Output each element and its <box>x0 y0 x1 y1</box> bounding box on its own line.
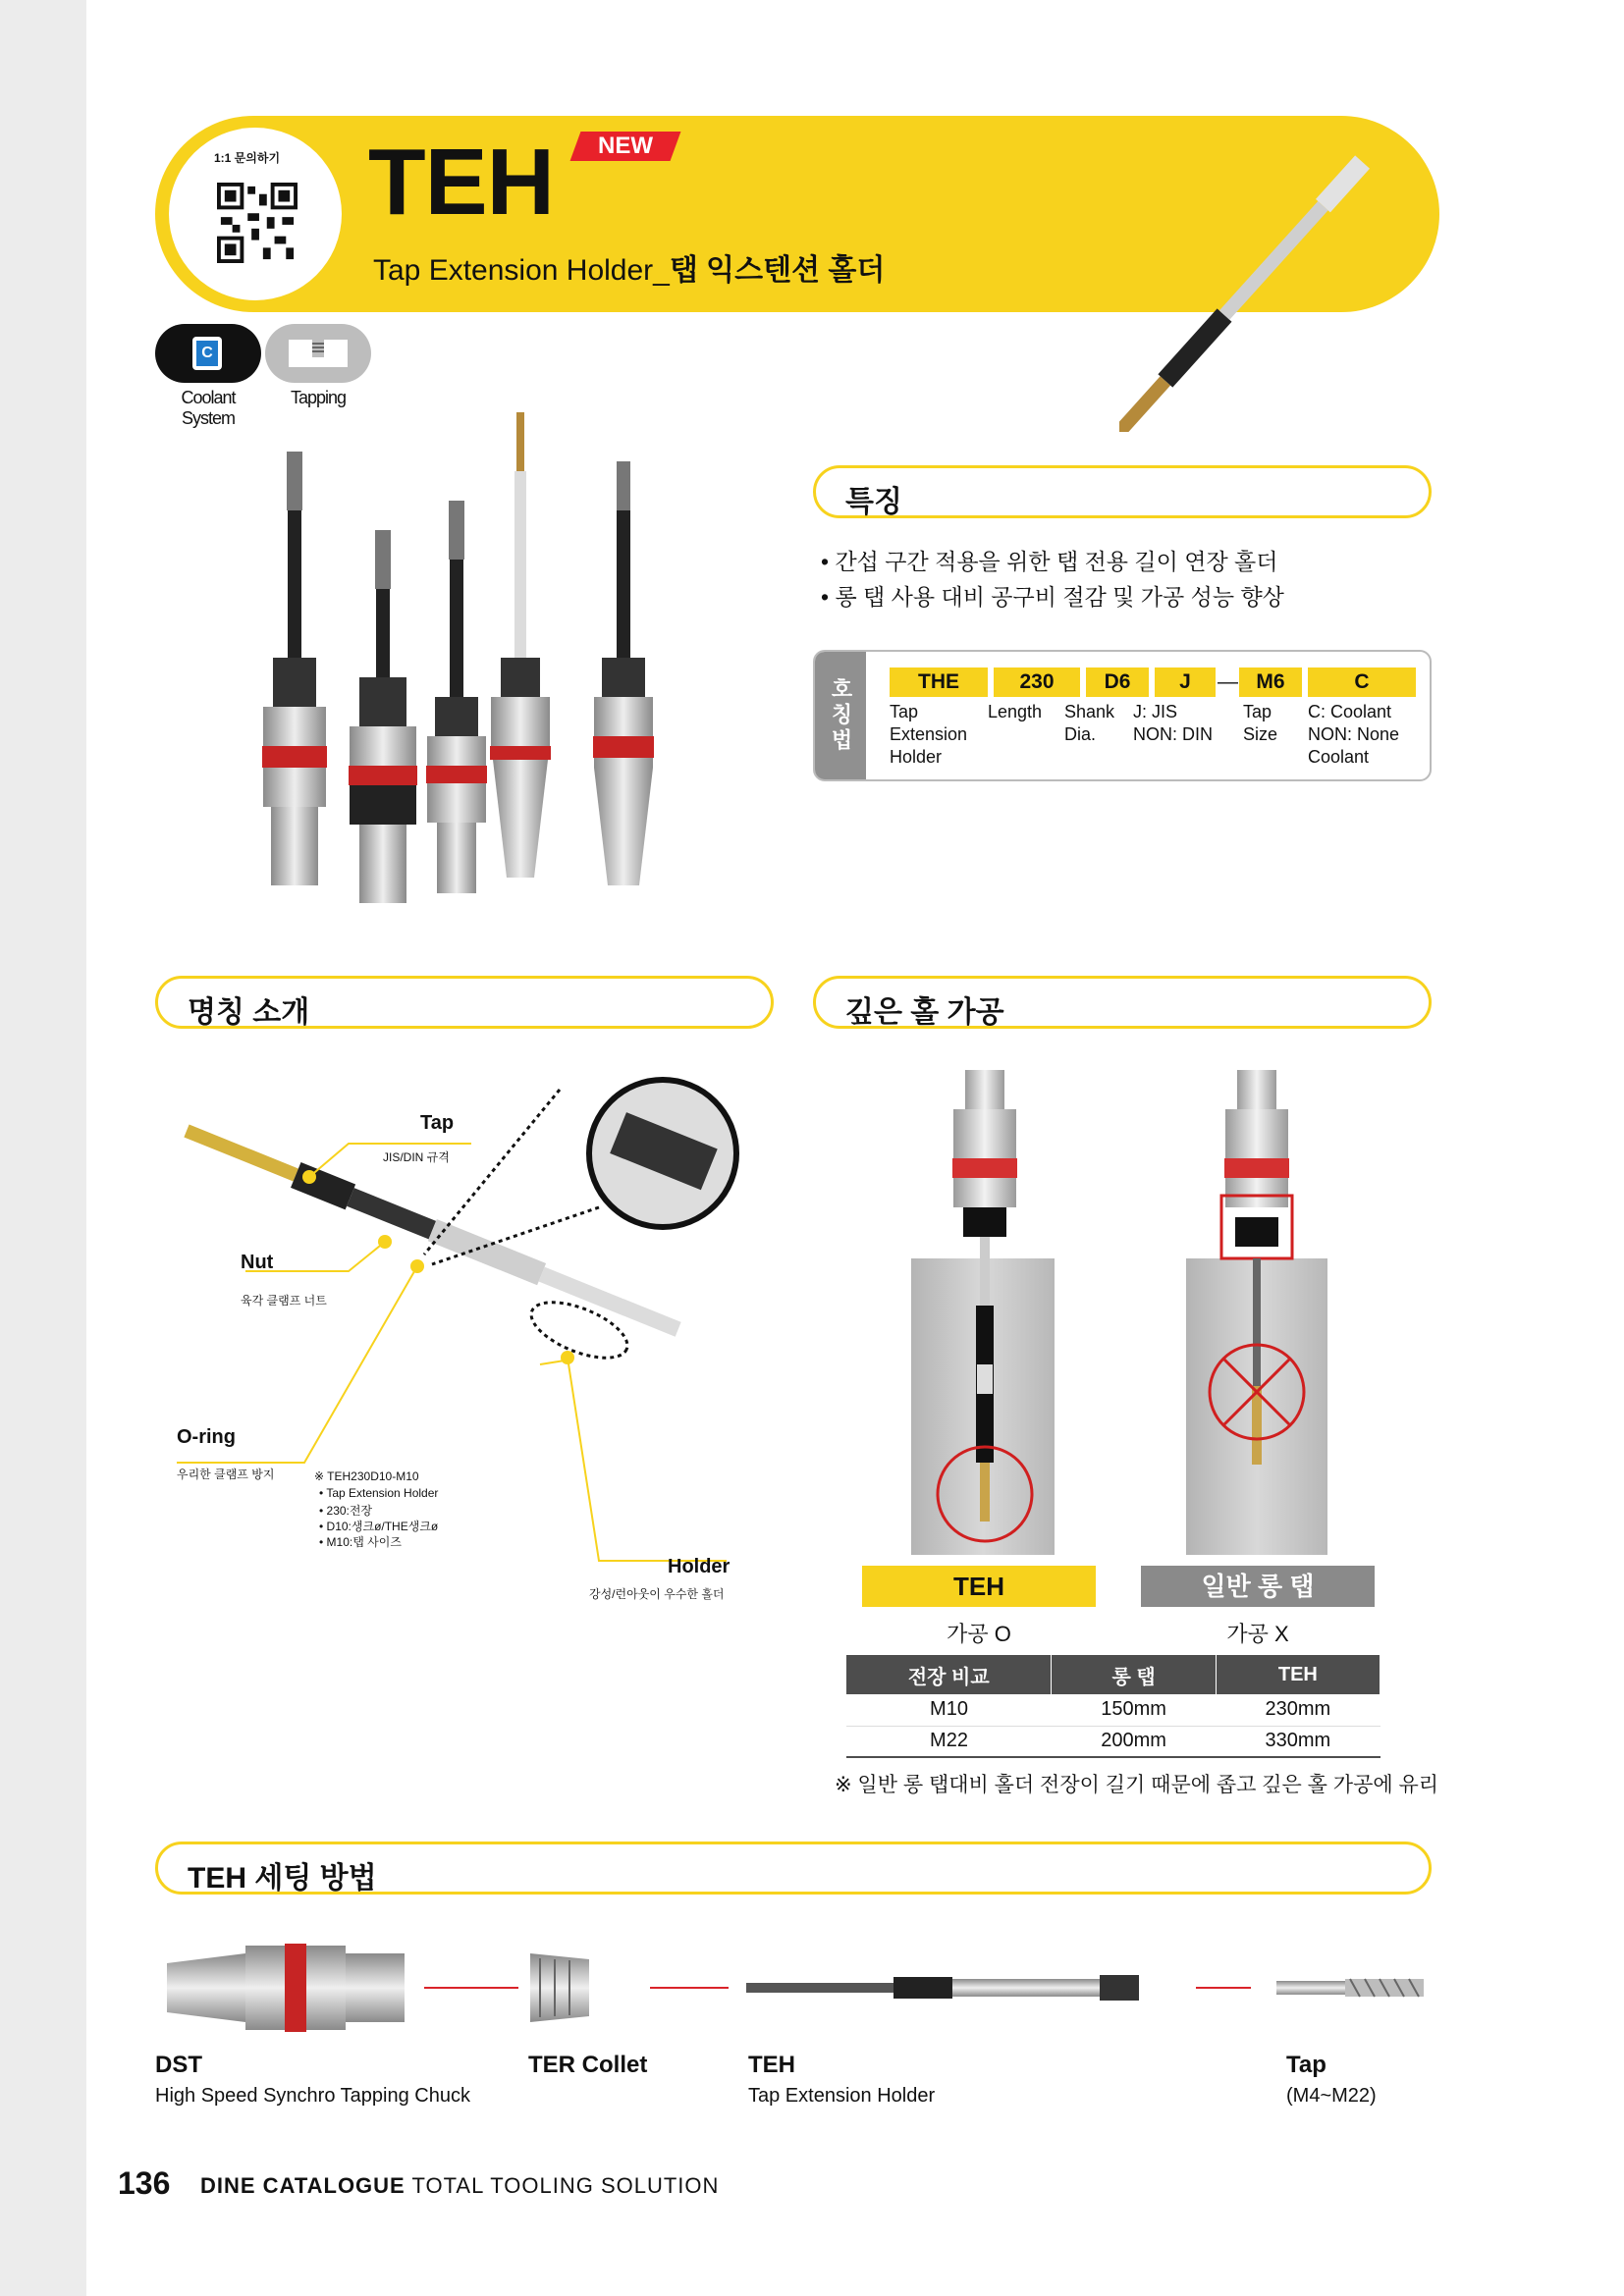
setting-item-name: TEH <box>748 2052 795 2078</box>
naming-dash: — <box>1218 670 1238 693</box>
naming-code: J <box>1155 667 1216 697</box>
label-nut-sub: 육각 클램프 너트 <box>241 1294 327 1308</box>
deep-hole-section-header <box>813 976 1432 1029</box>
parts-note-line: • M10:탭 사이즈 <box>319 1535 402 1549</box>
table-cell: 330mm <box>1216 1726 1380 1757</box>
page-number: 136 <box>118 2165 171 2201</box>
table-header: 전장 비교 <box>846 1655 1052 1694</box>
setting-item-name: TER Collet <box>528 2052 648 2078</box>
naming-code: THE <box>890 667 988 697</box>
qr-code-icon[interactable] <box>217 183 298 263</box>
naming-code: M6 <box>1239 667 1302 697</box>
comparison-note: ※ 일반 롱 탭대비 홀더 전장이 길기 때문에 좁고 깊은 홀 가공에 유리 <box>835 1774 1439 1796</box>
table-header: TEH <box>1216 1655 1380 1694</box>
feature-item: • 롱 탭 사용 대비 공구비 절감 및 가공 성능 향상 <box>821 584 1284 610</box>
label-tap: Tap <box>420 1112 455 1134</box>
qr-label: 1:1 문의하기 <box>214 151 281 165</box>
coolant-system-badge <box>155 324 261 383</box>
naming-desc: Shank Dia. <box>1064 702 1115 744</box>
table-header: 롱 탭 <box>1052 1655 1216 1694</box>
parts-section-header <box>155 976 774 1029</box>
setting-item-desc: Tap Extension Holder <box>748 2085 936 2107</box>
coolant-icon: C <box>196 341 218 366</box>
parts-note-line: • 230:전장 <box>319 1504 373 1518</box>
footer-text: DINE CATALOGUE TOTAL TOOLING SOLUTION <box>200 2173 720 2198</box>
deep-hole-title: 깊은 홀 가공 <box>845 996 1004 1029</box>
label-oring-sub: 우리한 클램프 방지 <box>177 1468 275 1481</box>
setting-item-name: Tap <box>1286 2052 1326 2078</box>
naming-convention-box <box>813 650 1432 781</box>
setting-section-header <box>155 1842 1432 1895</box>
naming-desc: Tap Size <box>1243 702 1278 744</box>
connector-line <box>424 1987 518 1989</box>
connector-line <box>650 1987 729 1989</box>
product-subtitle: Tap Extension Holder_탭 익스텐션 홀더 <box>373 254 886 287</box>
table-cell: M10 <box>846 1694 1052 1726</box>
setting-item-name: DST <box>155 2052 202 2078</box>
new-badge: NEW <box>570 132 681 161</box>
naming-desc: Tap Extension Holder <box>890 702 968 767</box>
teh-result: 가공 O <box>947 1622 1011 1646</box>
features-section-header <box>813 465 1432 518</box>
label-holder-sub: 강성/런아웃이 우수한 홀더 <box>589 1587 725 1601</box>
product-title: TEH <box>368 130 554 235</box>
setting-title: TEH 세팅 방법 <box>188 1862 377 1895</box>
naming-side-label: 호칭법 <box>815 652 866 779</box>
setting-item-desc: (M4~M22) <box>1286 2085 1377 2107</box>
label-tap-sub: JIS/DIN 규격 <box>383 1150 450 1164</box>
left-margin-bar <box>0 0 86 2296</box>
table-cell: 230mm <box>1216 1694 1380 1726</box>
naming-code: C <box>1308 667 1416 697</box>
parts-diagram <box>167 1050 756 1600</box>
connector-line <box>1196 1987 1251 1989</box>
header-tool-image <box>1119 147 1434 432</box>
parts-note-line: • D10:생크ø/THE생크ø <box>319 1520 439 1533</box>
naming-desc: J: JIS NON: DIN <box>1133 702 1213 744</box>
naming-desc: C: Coolant NON: None Coolant <box>1308 702 1400 767</box>
teh-caption: TEH <box>862 1566 1096 1607</box>
setting-item-desc: High Speed Synchro Tapping Chuck <box>155 2085 470 2107</box>
tapping-label: Tapping <box>290 388 347 407</box>
length-comparison-table <box>846 1655 1380 1758</box>
table-row <box>846 1726 1380 1757</box>
table-cell: 150mm <box>1052 1694 1216 1726</box>
label-nut: Nut <box>241 1252 274 1273</box>
deep-hole-illustration <box>844 1070 1394 1561</box>
naming-desc: Length <box>988 702 1043 721</box>
parts-note-line: ※ TEH230D10-M10 <box>314 1469 419 1483</box>
coolant-system-label: Coolant System <box>181 388 236 428</box>
product-photos <box>245 412 687 903</box>
tapping-badge <box>265 324 371 383</box>
tapping-icon <box>289 336 348 371</box>
table-header-row <box>846 1655 1380 1694</box>
long-tap-result: 가공 X <box>1226 1622 1289 1646</box>
features-title: 특징 <box>845 486 902 518</box>
label-oring: O-ring <box>177 1426 236 1448</box>
table-row <box>846 1694 1380 1726</box>
naming-code: D6 <box>1086 667 1149 697</box>
long-tap-caption: 일반 롱 탭 <box>1141 1566 1375 1607</box>
parts-note-line: • Tap Extension Holder <box>319 1486 439 1500</box>
table-cell: M22 <box>846 1726 1052 1757</box>
naming-code: 230 <box>994 667 1080 697</box>
parts-title: 명칭 소개 <box>188 996 310 1029</box>
table-cell: 200mm <box>1052 1726 1216 1757</box>
label-holder: Holder <box>668 1556 731 1577</box>
feature-item: • 간섭 구간 적용을 위한 탭 전용 길이 연장 홀더 <box>821 549 1278 574</box>
